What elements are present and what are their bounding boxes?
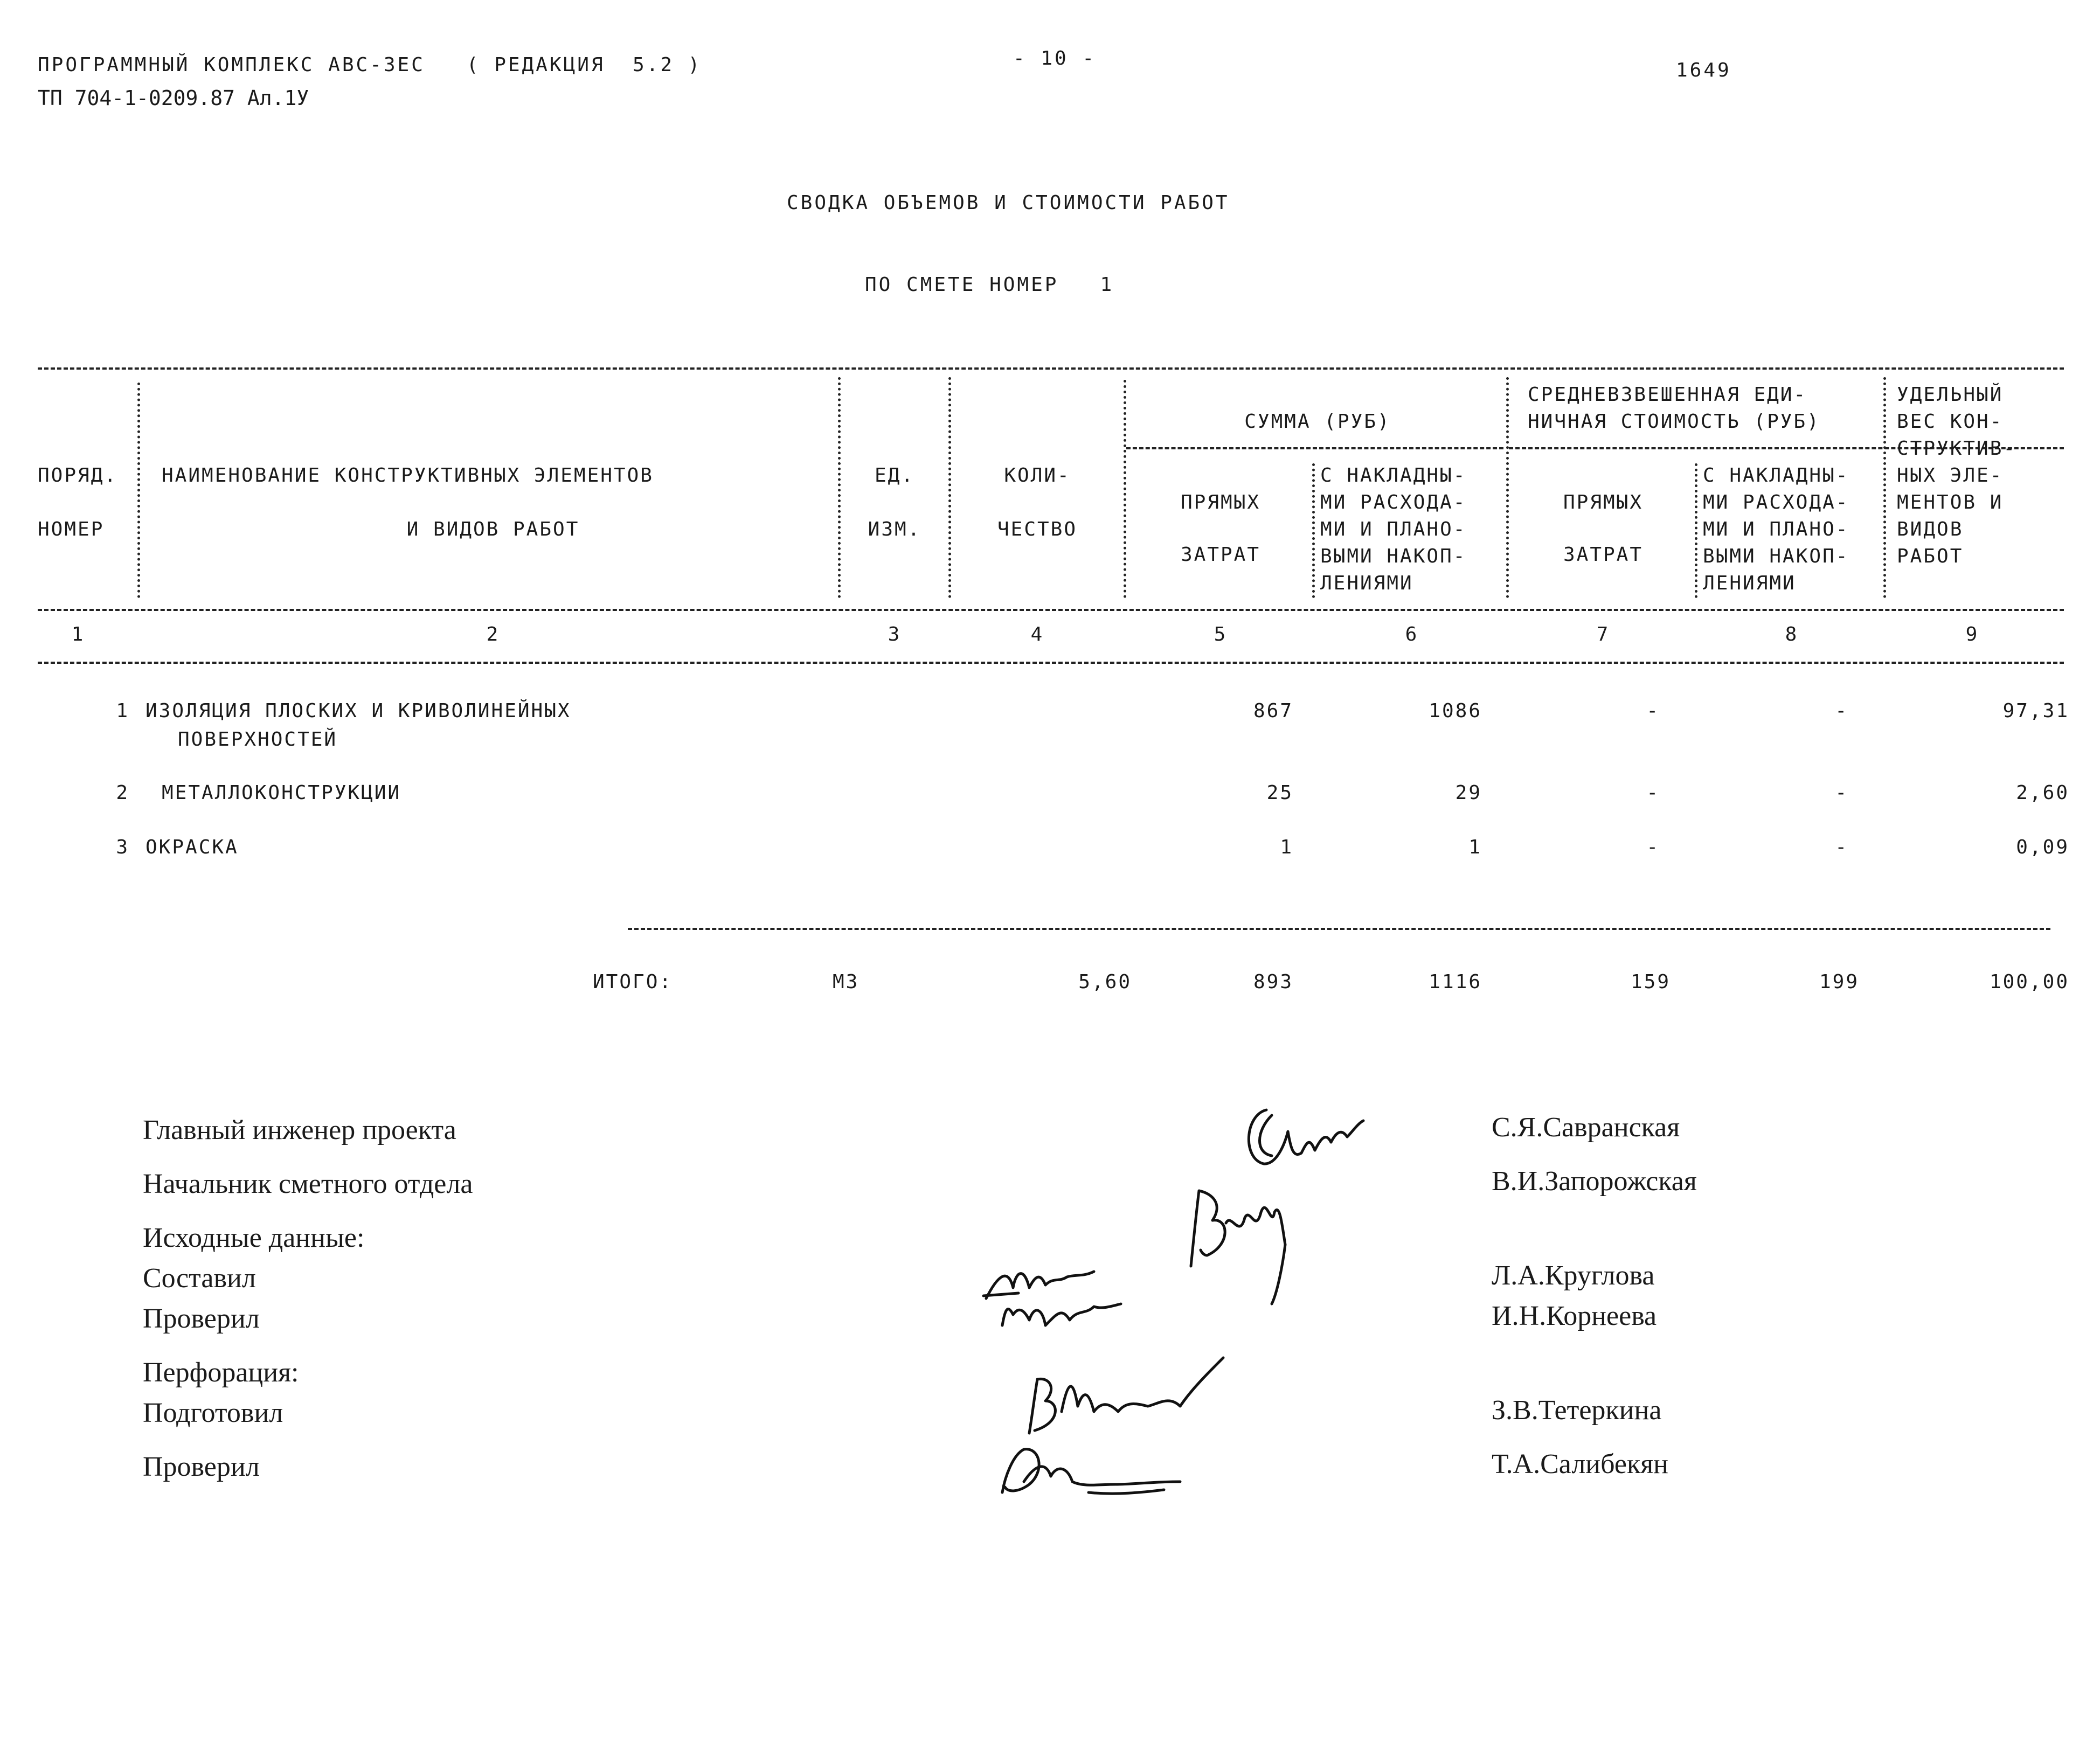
header-avg-overhead-5: ЛЕНИЯМИ — [1703, 572, 1796, 594]
compiled-name: Л.А.Круглова — [1492, 1260, 1655, 1291]
row-weight: 97,31 — [2002, 700, 2069, 722]
header-name-line2: И ВИДОВ РАБОТ — [406, 518, 580, 540]
header-avg-overhead-1: С НАКЛАДНЫ- — [1703, 464, 1849, 487]
row-avg-overhead: - — [1835, 700, 1848, 722]
row-avg-direct: - — [1646, 700, 1660, 722]
header-overhead-5: ЛЕНИЯМИ — [1320, 572, 1413, 594]
header-weight-1: УДЕЛЬНЫЙ — [1897, 384, 2004, 406]
total-weight: 100,00 — [1989, 971, 2069, 993]
header-avg-direct-line2: ЗАТРАТ — [1563, 544, 1644, 566]
header-unit-line1: ЕД. — [874, 464, 915, 487]
source-data-heading: Исходные данные: — [143, 1223, 365, 1253]
header-avg-overhead-3: МИ И ПЛАНО- — [1703, 518, 1849, 540]
signature-salibekyan — [992, 1433, 1196, 1509]
estimate-head-name: В.И.Запорожская — [1492, 1166, 1697, 1197]
document-subtitle: ПО СМЕТЕ НОМЕР 1 — [865, 274, 1114, 296]
row-weight: 0,09 — [2016, 836, 2069, 858]
header-overhead-4: ВЫМИ НАКОП- — [1320, 545, 1467, 567]
column-separator — [1124, 380, 1126, 598]
row-direct-cost: 1 — [1280, 836, 1293, 858]
header-weight-4: НЫХ ЭЛЕ- — [1897, 464, 2004, 487]
program-info: ПРОГРАММНЫЙ КОМПЛЕКС АВС-ЗЕС ( РЕДАКЦИЯ 5.2 ) — [38, 54, 702, 76]
column-numbers-rule — [38, 662, 2064, 664]
row-name: ОКРАСКА — [145, 836, 239, 858]
header-weight-7: РАБОТ — [1897, 545, 1964, 567]
sheet-code: 1649 — [1676, 59, 1731, 81]
chief-engineer-name: С.Я.Савранская — [1492, 1112, 1680, 1143]
row-weight: 2,60 — [2016, 782, 2069, 804]
row-avg-direct: - — [1646, 782, 1660, 804]
header-avg-overhead-4: ВЫМИ НАКОП- — [1703, 545, 1849, 567]
row-number: 3 — [116, 836, 129, 858]
table-top-rule — [38, 367, 2064, 370]
total-avg-overhead: 199 — [1819, 971, 1859, 993]
chief-engineer-role: Главный инженер проекта — [143, 1115, 456, 1145]
column-separator — [1312, 463, 1315, 598]
total-label: ИТОГО: — [593, 971, 673, 993]
header-avg-group-line1: СРЕДНЕВЗВЕШЕННАЯ ЕДИ- — [1528, 384, 1807, 406]
prepared-role: Подготовил — [143, 1398, 283, 1428]
column-number: 1 — [71, 623, 85, 645]
checked2-name: Т.А.Салибекян — [1492, 1449, 1668, 1480]
header-avg-overhead-2: МИ РАСХОДА- — [1703, 491, 1849, 513]
page-number: - 10 - — [1013, 47, 1097, 70]
header-overhead-3: МИ И ПЛАНО- — [1320, 518, 1467, 540]
header-weight-2: ВЕС КОН- — [1897, 411, 2004, 433]
total-cost-with-overhead: 1116 — [1429, 971, 1482, 993]
row-number: 2 — [116, 782, 129, 804]
header-qty-line1: КОЛИ- — [1004, 464, 1071, 487]
header-weight-5: МЕНТОВ И — [1897, 491, 2004, 513]
column-number: 8 — [1785, 623, 1799, 645]
header-weight-6: ВИДОВ — [1897, 518, 1964, 540]
header-order-line2: НОМЕР — [38, 518, 105, 540]
row-name: МЕТАЛЛОКОНСТРУКЦИИ — [162, 782, 401, 804]
row-number: 1 — [116, 700, 129, 722]
row-name: ИЗОЛЯЦИЯ ПЛОСКИХ И КРИВОЛИНЕЙНЫХ — [145, 700, 571, 722]
column-number: 4 — [1030, 623, 1044, 645]
estimate-head-role: Начальник сметного отдела — [143, 1169, 473, 1199]
row-cost-with-overhead: 1086 — [1429, 700, 1482, 722]
perforation-heading: Перфорация: — [143, 1357, 299, 1388]
prepared-name: З.В.Тетеркина — [1492, 1395, 1662, 1426]
header-unit-line2: ИЗМ. — [868, 518, 921, 540]
row-avg-overhead: - — [1835, 782, 1848, 804]
sum-group-rule — [1126, 447, 1503, 449]
column-number: 2 — [486, 623, 500, 645]
header-bottom-rule — [38, 609, 2064, 611]
header-sum-group: СУММА (РУБ) — [1244, 411, 1391, 433]
project-code: ТП 704-1-0209.87 Ал.1У — [38, 86, 309, 110]
row-direct-cost: 867 — [1253, 700, 1293, 722]
checked-role: Проверил — [143, 1303, 260, 1334]
total-direct-cost: 893 — [1253, 971, 1293, 993]
header-name-line1: НАИМЕНОВАНИЕ КОНСТРУКТИВНЫХ ЭЛЕМЕНТОВ — [162, 464, 654, 487]
document-title: СВОДКА ОБЪЕМОВ И СТОИМОСТИ РАБОТ — [787, 192, 1230, 214]
header-direct-line2: ЗАТРАТ — [1180, 544, 1261, 566]
signature-kruglova-korneeva — [981, 1255, 1153, 1363]
column-separator — [1695, 463, 1697, 598]
column-number: 5 — [1214, 623, 1228, 645]
column-separator — [1883, 377, 1886, 598]
row-name-continued: ПОВЕРХНОСТЕЙ — [178, 728, 338, 751]
header-order-line1: ПОРЯД. — [38, 464, 118, 487]
header-overhead-2: МИ РАСХОДА- — [1320, 491, 1467, 513]
header-overhead-1: С НАКЛАДНЫ- — [1320, 464, 1467, 487]
column-number: 7 — [1596, 623, 1610, 645]
header-avg-group-line2: НИЧНАЯ СТОИМОСТЬ (РУБ) — [1528, 411, 1820, 433]
column-number: 6 — [1405, 623, 1419, 645]
row-direct-cost: 25 — [1266, 782, 1293, 804]
header-avg-direct-line1: ПРЯМЫХ — [1563, 491, 1644, 513]
row-cost-with-overhead: 1 — [1468, 836, 1482, 858]
checked-name: И.Н.Корнеева — [1492, 1301, 1657, 1331]
row-avg-direct: - — [1646, 836, 1660, 858]
column-number: 3 — [888, 623, 902, 645]
header-qty-line2: ЧЕСТВО — [997, 518, 1078, 540]
column-separator — [838, 377, 841, 598]
total-avg-direct: 159 — [1630, 971, 1671, 993]
column-separator — [137, 383, 140, 598]
column-separator — [948, 377, 951, 598]
total-quantity: 5,60 — [1078, 971, 1132, 993]
compiled-role: Составил — [143, 1263, 256, 1294]
row-avg-overhead: - — [1835, 836, 1848, 858]
total-rule — [628, 928, 2050, 930]
row-cost-with-overhead: 29 — [1455, 782, 1482, 804]
column-separator — [1506, 377, 1509, 598]
header-weight-3: СТРУКТИВ- — [1897, 438, 2017, 460]
column-number: 9 — [1965, 623, 1979, 645]
signature-zaporozhskaya — [1180, 1180, 1309, 1309]
signature-savranskaya — [1234, 1099, 1369, 1175]
total-unit: М3 — [833, 971, 860, 993]
checked2-role: Проверил — [143, 1452, 260, 1482]
header-direct-line1: ПРЯМЫХ — [1180, 491, 1261, 513]
